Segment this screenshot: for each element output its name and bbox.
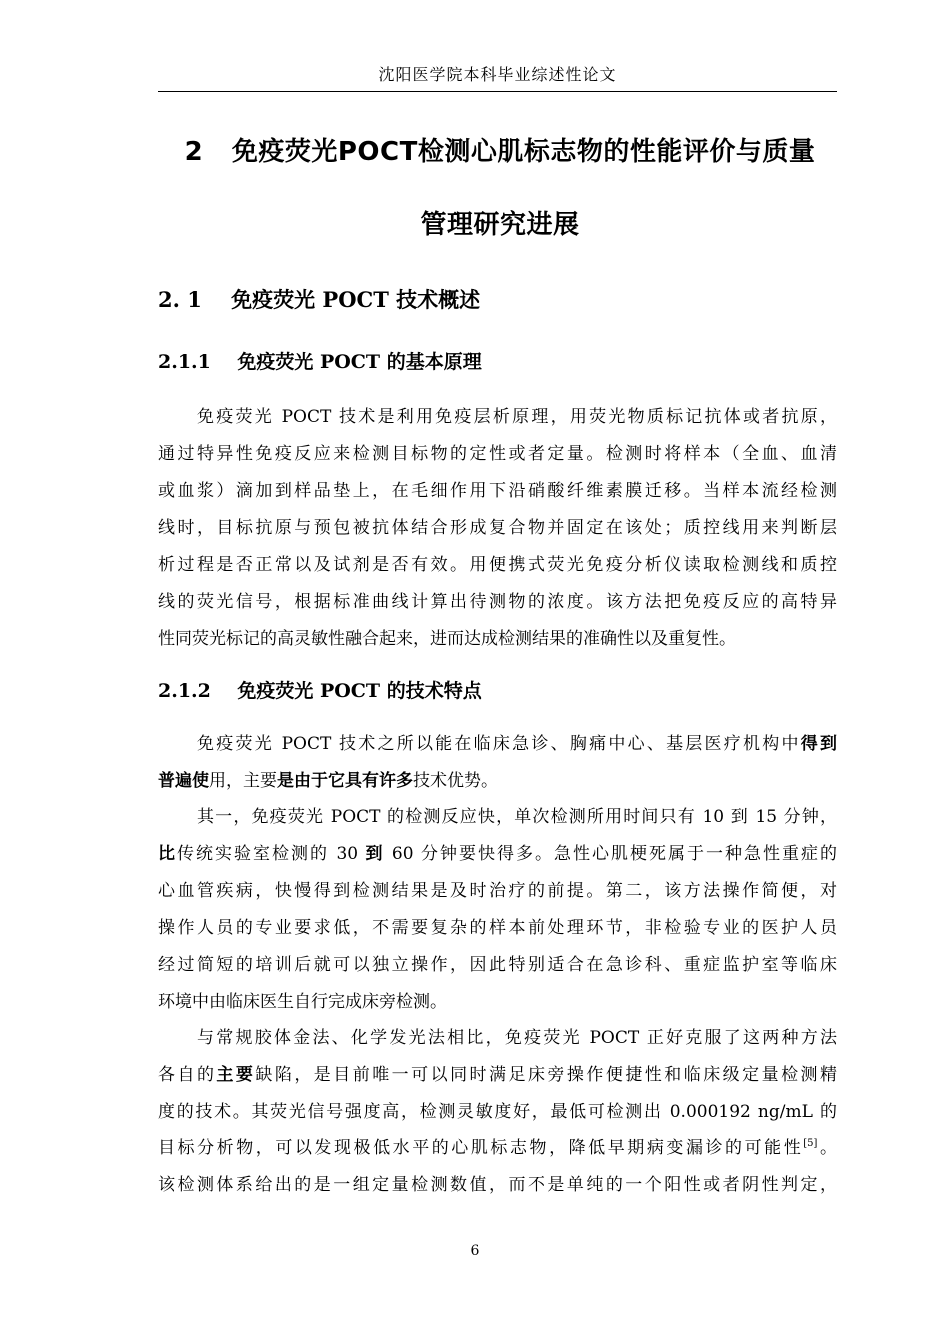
- running-header: 沈阳医学院本科毕业综述性论文: [378, 65, 617, 84]
- chapter-title-line1: [120, 131, 880, 168]
- paragraph-line: [158, 766, 498, 791]
- paragraph-line: 或血浆）滴加到样品垫上，在毛细作用下沿硝酸纤维素膜迁移。当样本流经检测: [158, 481, 837, 501]
- bold-text-run: 普遍使: [158, 771, 209, 791]
- paragraph-line: 性同荧光标记的高灵敏性融合起来，进而达成检测结果的准确性以及重复性。: [158, 629, 736, 649]
- page-number: 6: [470, 1243, 480, 1259]
- paragraph-line: 经过简短的培训后就可以独立操作，因此特别适合在急诊科、重症监护室等临床: [158, 955, 837, 975]
- paragraph-line: 析过程是否正常以及试剂是否有效。用便携式荧光免疫分析仪读取检测线和质控: [158, 555, 837, 575]
- bold-text-run: 主要: [216, 1065, 256, 1085]
- paragraph-line: [158, 1060, 837, 1085]
- text-run: 60 分钟要快得多。急性心肌梗死属于一种急性重症的: [384, 844, 838, 864]
- text-run: 。: [817, 1138, 838, 1158]
- bold-text-run: 得到: [800, 734, 838, 754]
- paragraph-line: 操作人员的专业要求低，不需要复杂的样本前处理环节，非检验专业的医护人员: [158, 918, 837, 938]
- bold-text-run: 到: [365, 844, 385, 864]
- header-rule: [158, 91, 837, 92]
- paragraph-line: 该检测体系给出的是一组定量检测数值，而不是单纯的一个阳性或者阴性判定，: [158, 1175, 837, 1195]
- paragraph-line: 与常规胶体金法、化学发光法相比，免疫荧光 POCT 正好克服了这两种方法: [197, 1028, 837, 1048]
- text-run: 技术优势。: [413, 771, 498, 791]
- subsection-heading-1: [158, 347, 482, 374]
- paragraph-line: 线的荧光信号，根据标准曲线计算出待测物的浓度。该方法把免疫反应的高特异: [158, 592, 837, 612]
- subsection-title: 免疫荧光 POCT 的技术特点: [237, 680, 482, 702]
- paragraph-line: 心血管疾病，快慢得到检测结果是及时治疗的前提。第二，该方法操作简便，对: [158, 881, 837, 901]
- bold-text-run: 比: [158, 844, 178, 864]
- paragraph-line: 线时，目标抗原与预包被抗体结合形成复合物并固定在该处；质控线用来判断层: [158, 518, 837, 538]
- paragraph-line: 免疫荧光 POCT 技术是利用免疫层析原理，用荧光物质标记抗体或者抗原，: [197, 407, 837, 427]
- citation-ref: [5]: [803, 1138, 818, 1149]
- paragraph-line: 环境中由临床医生自行完成床旁检测。: [158, 992, 447, 1012]
- paragraph-line: [158, 1133, 837, 1158]
- subsection-title: 免疫荧光 POCT 的基本原理: [237, 351, 482, 373]
- chapter-title-line2: 管理研究进展: [420, 210, 580, 240]
- chapter-number: 2: [184, 137, 204, 167]
- paragraph-line: [158, 839, 837, 864]
- chapter-title-text: 免疫荧光POCT检测心肌标志物的性能评价与质量: [231, 137, 816, 167]
- paragraph-line: 其一，免疫荧光 POCT 的检测反应快，单次检测所用时间只有 10 到 15 分钟，: [197, 807, 837, 827]
- section-number: 2. 1: [158, 287, 202, 312]
- section-title: 免疫荧光 POCT 技术概述: [231, 287, 481, 312]
- subsection-number: 2.1.2: [158, 680, 211, 702]
- paragraph-line: [197, 729, 837, 754]
- text-run: 传统实验室检测的 30: [177, 844, 366, 864]
- subsection-number: 2.1.1: [158, 351, 211, 373]
- text-run: 缺陷，是目前唯一可以同时满足床旁操作便捷性和临床级定量检测精: [255, 1065, 838, 1085]
- text-run: 用，主要: [209, 771, 277, 791]
- section-heading: [158, 284, 480, 314]
- text-run: 各自的: [158, 1065, 217, 1085]
- bold-text-run: 是由于它具有许多: [277, 771, 413, 791]
- paragraph-line: 通过特异性免疫反应来检测目标物的定性或者定量。检测时将样本（全血、血清: [158, 444, 837, 464]
- paragraph-line: 度的技术。其荧光信号强度高，检测灵敏度好，最低可检测出 0.000192 ng/mL 的: [158, 1102, 837, 1122]
- text-run: 目标分析物，可以发现极低水平的心肌标志物，降低早期病变漏诊的可能性: [158, 1138, 804, 1158]
- subsection-heading-2: [158, 676, 482, 703]
- text-run: 免疫荧光 POCT 技术之所以能在临床急诊、胸痛中心、基层医疗机构中: [197, 734, 801, 754]
